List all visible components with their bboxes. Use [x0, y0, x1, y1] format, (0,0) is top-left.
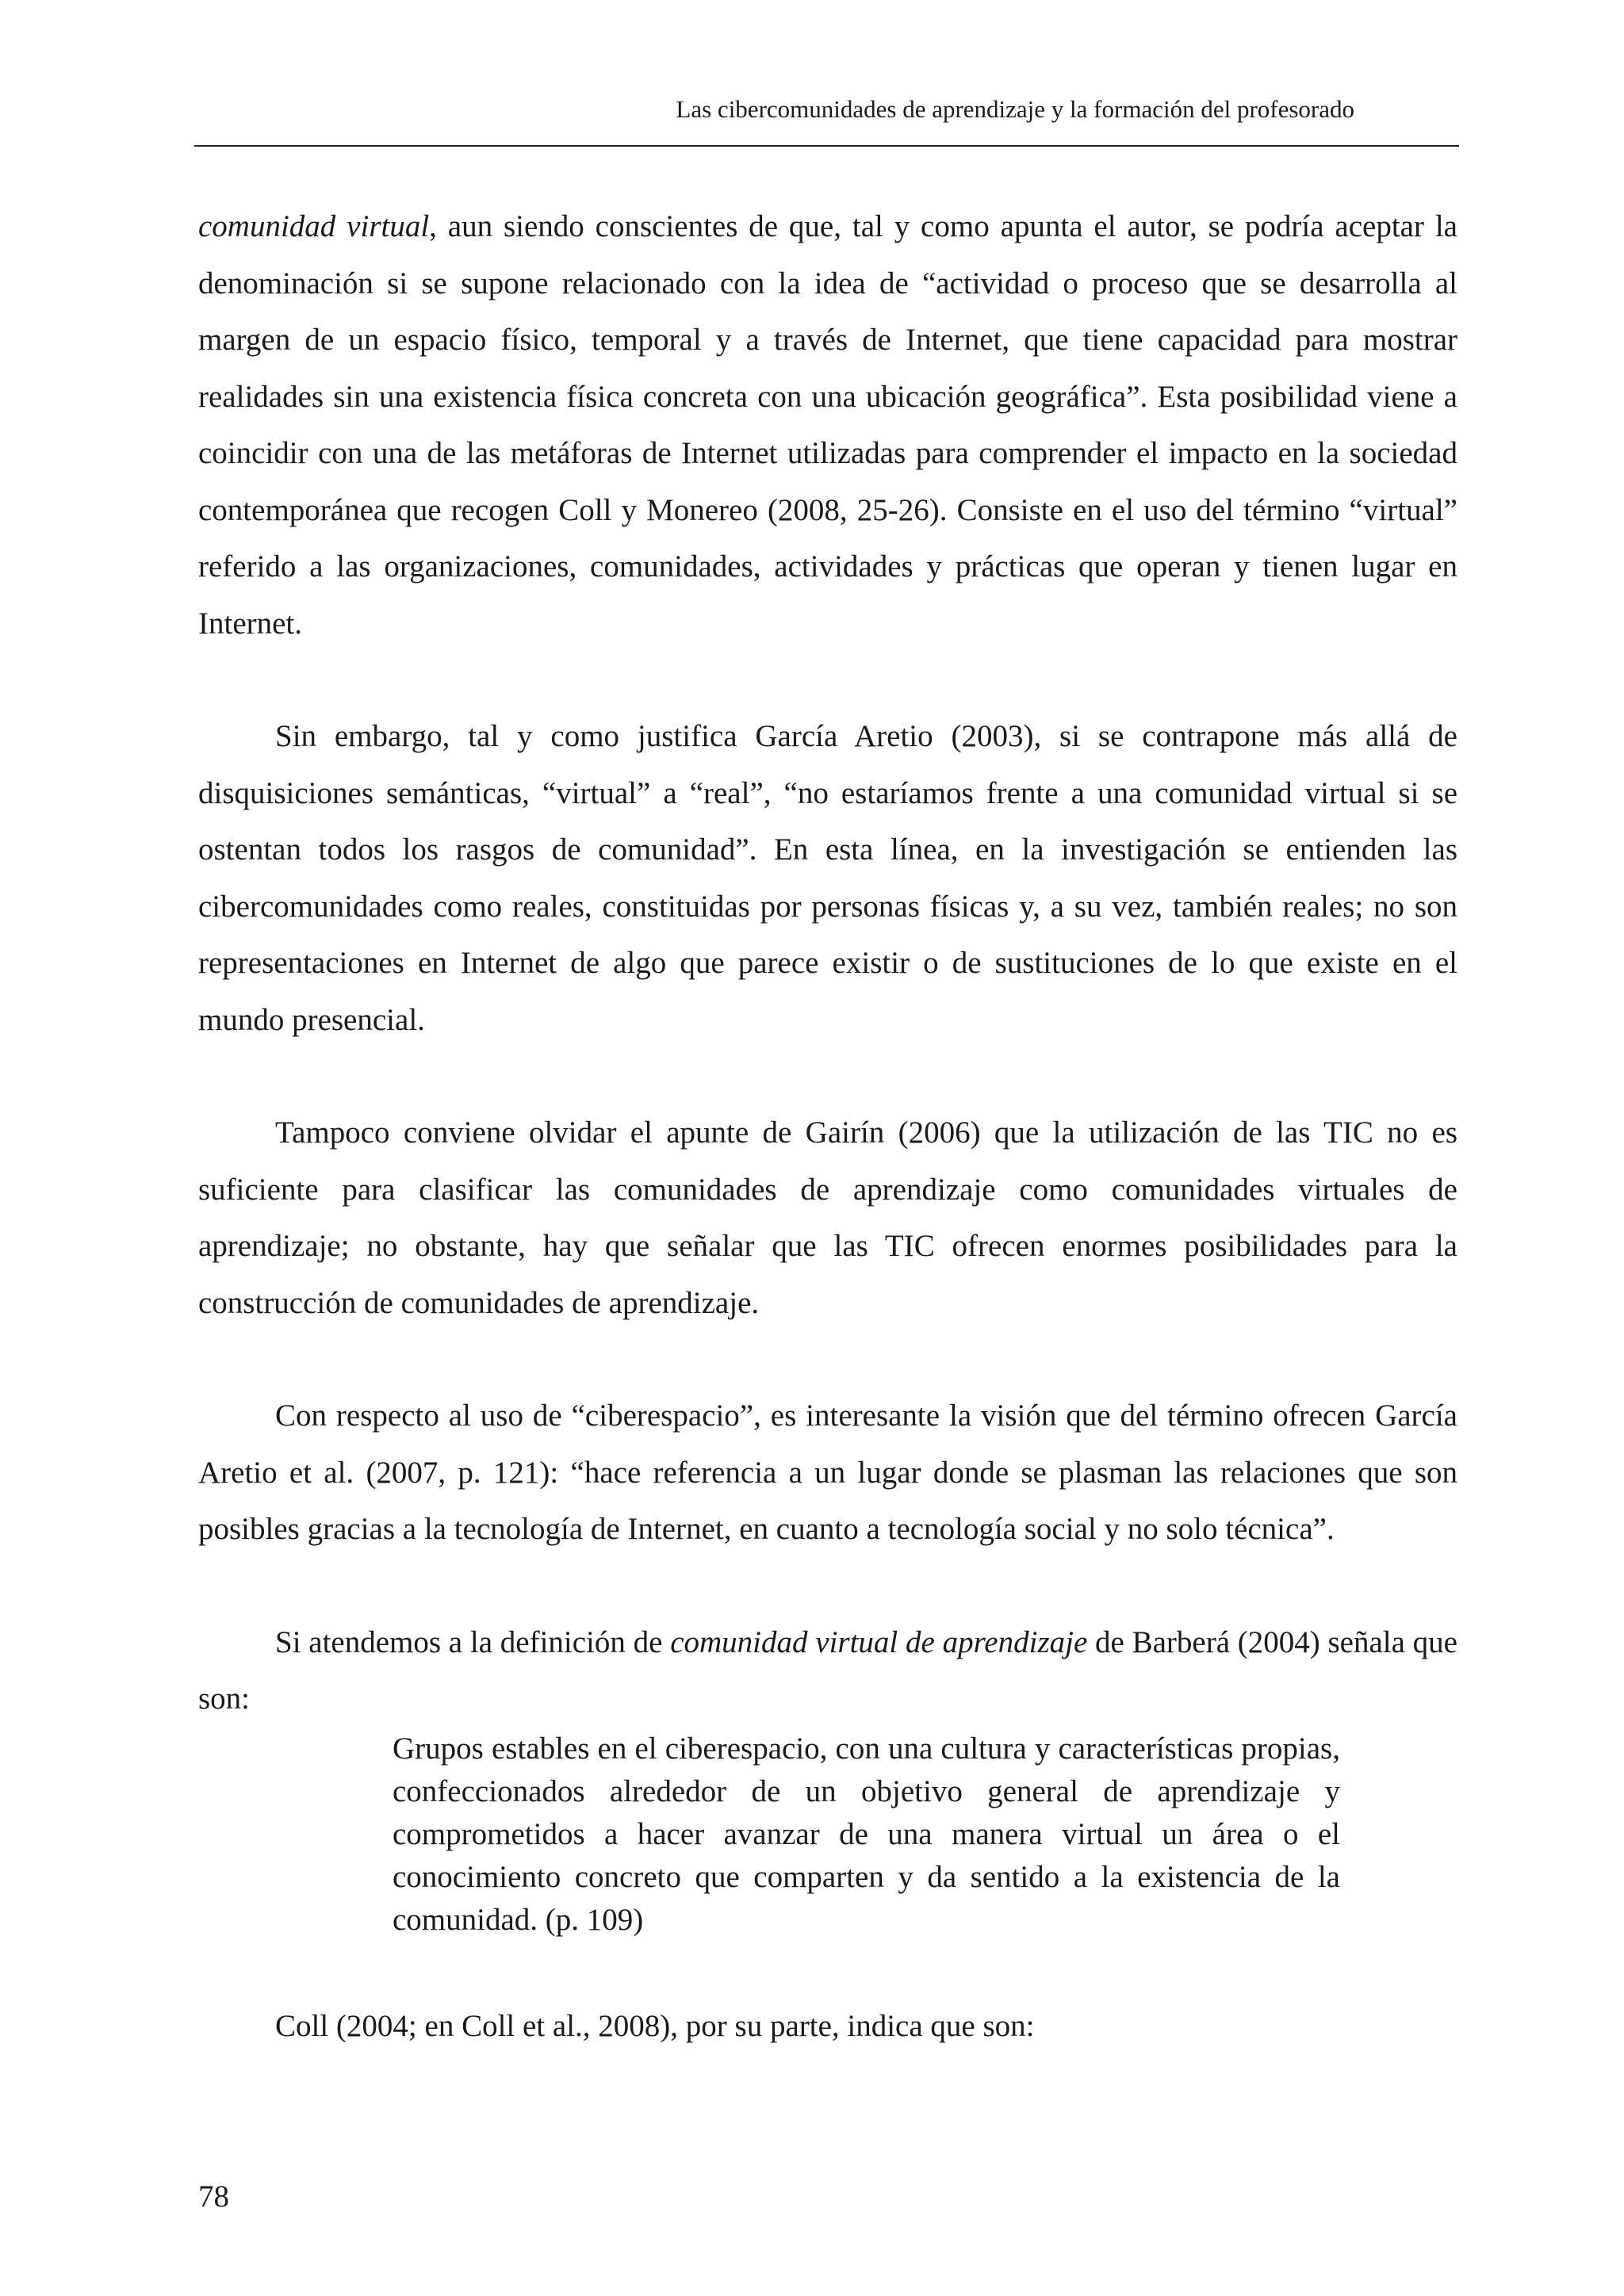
- paragraph-gap: [198, 1558, 1457, 1614]
- block-quote: Grupos estables en el ciberespacio, con una cultura y características propias, confeccionados alrededor de un objetivo general de aprendizaje y comprometidos a hacer avanzar de una manera virtual un área o el conocimiento concreto que comparten y da sentido a la existencia de la comunidad. (p. 109): [393, 1731, 1340, 1937]
- paragraph-1-text: , aun siendo conscientes de que, tal y como apunta el autor, se podría aceptar la denominación si se supone relacionado con la idea de “actividad o proceso que se desarrolla al margen de un espacio físico, temporal y a través de Internet, que tiene capacidad para mostrar realidades sin una existencia física concreta con una ubicación geográfica”. Esta posibilidad viene a coincidir con una de las metáforas de Internet utilizadas para comprender el impacto en la sociedad contemporánea que recogen Coll y Monereo (2008, 25-26). Consiste en el uso del término “virtual” referido a las organizaciones, comunidades, actividades y prácticas que operan y tienen lugar en Internet.: [198, 209, 1457, 641]
- body-text: [198, 198, 1457, 2054]
- paragraph-gap: [198, 1942, 1457, 1998]
- paragraph-6: Coll (2004; en Coll et al., 2008), por su parte, indica que son:: [275, 2008, 1035, 2043]
- paragraph-4: Con respecto al uso de “ciberespacio”, es interesante la visión que del término ofrecen García Aretio et al. (2007, p. 121): “hace referencia a un lugar donde se plasman las relaciones que son posibles gracias a la tecnología de Internet, en cuanto a tecnología social y no solo técnica”.: [198, 1399, 1457, 1546]
- paragraph-gap: [198, 1331, 1457, 1387]
- running-header: [194, 94, 1459, 125]
- term-comunidad-virtual: comunidad virtual: [198, 209, 430, 243]
- page-number: 78: [198, 2179, 229, 2214]
- paragraph-5-start: Si atendemos a la definición de: [275, 1624, 671, 1659]
- running-title: Las cibercomunidades de aprendizaje y la formación del profesorado: [676, 95, 1354, 123]
- term-comunidad-virtual-de-aprendizaje: comunidad virtual de aprendizaje: [670, 1624, 1088, 1659]
- paragraph-5: [198, 1614, 1457, 1728]
- paragraph-5-end: de Barberá (2004) señala que son:: [198, 1624, 1457, 1716]
- paragraph-gap: [198, 652, 1457, 708]
- paragraph-gap: [198, 1048, 1457, 1104]
- paragraph-3: Tampoco conviene olvidar el apunte de Gairín (2006) que la utilización de las TIC no es suficiente para clasificar las comunidades de aprendizaje como comunidades virtuales de aprendizaje; no obstante, hay que señalar que las TIC ofrecen enormes posibilidades para la construcción de comunidades de aprendizaje.: [198, 1115, 1457, 1320]
- paragraph-2: Sin embargo, tal y como justifica García Aretio (2003), si se contrapone más allá de disquisiciones semánticas, “virtual” a “real”, “no estaríamos frente a una comunidad virtual si se ostentan todos los rasgos de comunidad”. En esta línea, en la investigación se entienden las cibercomunidades como reales, constituidas por personas físicas y, a su vez, también reales; no son representaciones en Internet de algo que parece existir o de sustituciones de lo que existe en el mundo presencial.: [198, 719, 1457, 1037]
- paragraph-1: [198, 198, 1457, 652]
- header-rule: [194, 145, 1459, 147]
